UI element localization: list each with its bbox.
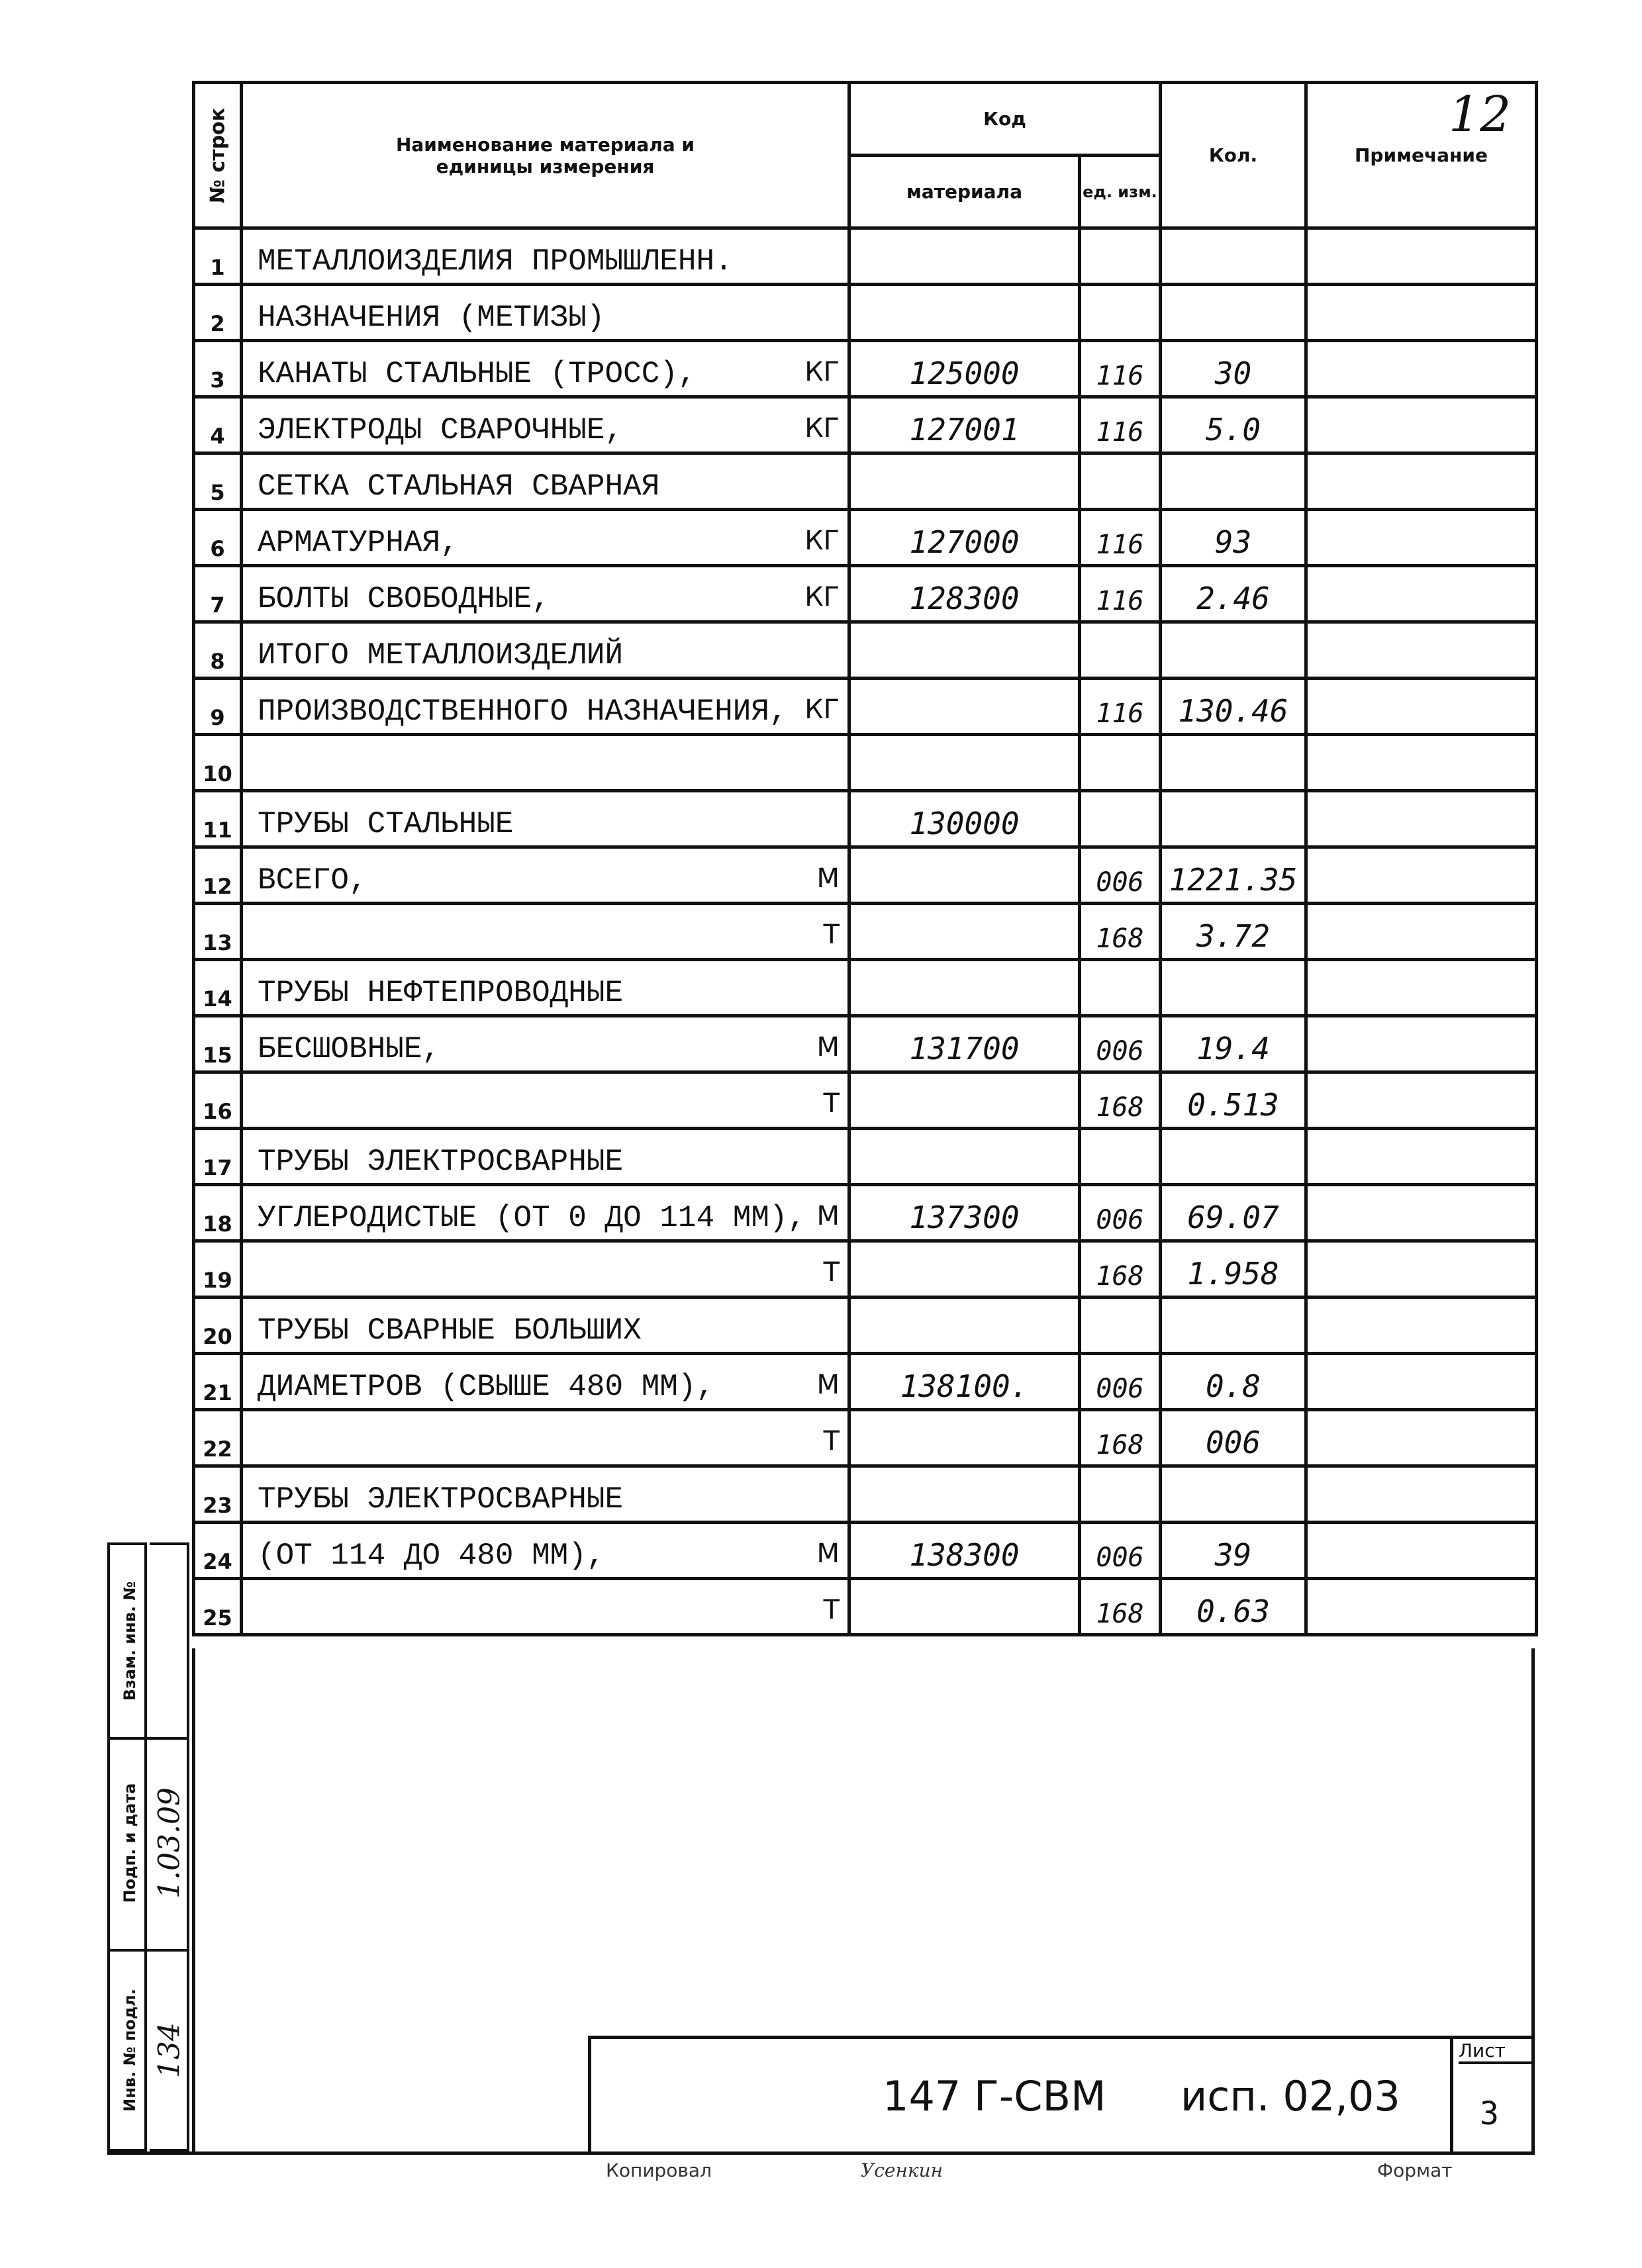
unit-code-cell: 116 — [1080, 566, 1161, 622]
material-name: БЕСШОВНЫЕ, — [258, 1032, 441, 1066]
material-unit: М — [816, 1032, 840, 1063]
footer-format: Формат — [1377, 2159, 1453, 2181]
note-cell — [1306, 847, 1537, 904]
quantity-cell: 69.07 — [1161, 1185, 1306, 1241]
material-name-cell — [242, 1016, 849, 1072]
note-cell — [1306, 735, 1537, 791]
row-number-cell: 15 — [194, 1016, 242, 1072]
row-number-cell: 17 — [194, 1129, 242, 1185]
material-unit: КГ — [804, 413, 840, 444]
row-number-cell: 24 — [194, 1523, 242, 1579]
material-name: БОЛТЫ СВОБОДНЫЕ, — [258, 582, 550, 616]
note-cell — [1306, 1129, 1537, 1185]
quantity-cell: 1.958 — [1161, 1241, 1306, 1298]
note-cell — [1306, 1354, 1537, 1410]
material-unit: КГ — [804, 526, 840, 556]
material-name-cell — [242, 904, 849, 960]
side-stamp — [107, 1542, 192, 2151]
quantity-cell: 130.46 — [1161, 679, 1306, 735]
sheet-number: 3 — [1480, 2095, 1499, 2132]
material-name-cell — [242, 1354, 849, 1410]
header-note: Примечание — [1306, 83, 1537, 228]
material-unit: Т — [823, 920, 840, 950]
material-name-cell — [242, 847, 849, 904]
header-material-name: Наименование материала и единицы измерения — [242, 83, 849, 228]
note-cell — [1306, 679, 1537, 735]
quantity-cell: 19.4 — [1161, 1016, 1306, 1072]
material-name: (ОТ 114 ДО 480 ММ), — [258, 1538, 605, 1573]
quantity-cell — [1161, 622, 1306, 679]
stamp-label-inventory: Инв. № подл. — [121, 1989, 139, 2112]
row-number-cell: 4 — [194, 397, 242, 453]
material-code-cell — [849, 1241, 1080, 1298]
row-number-cell: 20 — [194, 1298, 242, 1354]
material-name: ТРУБЫ СТАЛЬНЫЕ — [258, 807, 514, 841]
table-row — [194, 1466, 1537, 1523]
note-cell — [1306, 1579, 1537, 1635]
header-row-number: № строк — [194, 83, 242, 228]
material-code-cell: 137300 — [849, 1185, 1080, 1241]
quantity-cell: 006 — [1161, 1410, 1306, 1466]
unit-code-cell: 006 — [1080, 1354, 1161, 1410]
quantity-cell: 30 — [1161, 341, 1306, 397]
row-number-cell: 1 — [194, 228, 242, 285]
quantity-cell — [1161, 1298, 1306, 1354]
note-cell — [1306, 1185, 1537, 1241]
unit-code-cell — [1080, 285, 1161, 341]
material-name: ЭЛЕКТРОДЫ СВАРОЧНЫЕ, — [258, 413, 624, 448]
material-code-cell — [849, 960, 1080, 1016]
material-name-cell — [242, 1129, 849, 1185]
material-name-cell — [242, 566, 849, 622]
table-row — [194, 1016, 1537, 1072]
material-code-cell: 138100. — [849, 1354, 1080, 1410]
material-name: ИТОГО МЕТАЛЛОИЗДЕЛИЙ — [258, 638, 624, 673]
material-code-cell — [849, 228, 1080, 285]
row-number-cell: 3 — [194, 341, 242, 397]
sheet-box — [1450, 2036, 1535, 2155]
material-name: ТРУБЫ НЕФТЕПРОВОДНЫЕ — [258, 976, 624, 1010]
row-number-cell: 21 — [194, 1354, 242, 1410]
note-cell — [1306, 1298, 1537, 1354]
unit-code-cell — [1080, 1298, 1161, 1354]
row-number-cell: 16 — [194, 1072, 242, 1129]
footer-copied: Копировал — [606, 2159, 712, 2181]
table-row — [194, 1354, 1537, 1410]
material-code-cell — [849, 1298, 1080, 1354]
table-row — [194, 735, 1537, 791]
unit-code-cell — [1080, 1129, 1161, 1185]
material-name-cell — [242, 791, 849, 847]
material-unit: Т — [823, 1257, 840, 1288]
note-cell — [1306, 904, 1537, 960]
row-number-cell: 6 — [194, 510, 242, 566]
note-cell — [1306, 285, 1537, 341]
material-code-cell: 128300 — [849, 566, 1080, 622]
quantity-cell — [1161, 1129, 1306, 1185]
material-code-cell: 130000 — [849, 791, 1080, 847]
stamp-value-inventory: 134 — [152, 2022, 187, 2078]
note-cell — [1306, 397, 1537, 453]
material-code-cell — [849, 1410, 1080, 1466]
table-row — [194, 1298, 1537, 1354]
table-row — [194, 1072, 1537, 1129]
row-number-cell: 25 — [194, 1579, 242, 1635]
material-name-cell — [242, 679, 849, 735]
material-unit: Т — [823, 1088, 840, 1119]
table-row — [194, 285, 1537, 341]
material-name: НАЗНАЧЕНИЯ (МЕТИЗЫ) — [258, 301, 605, 335]
material-name-cell — [242, 228, 849, 285]
unit-code-cell — [1080, 1466, 1161, 1523]
title-block — [588, 2036, 1535, 2155]
material-code-cell: 125000 — [849, 341, 1080, 397]
material-code-cell — [849, 622, 1080, 679]
table-row — [194, 847, 1537, 904]
unit-code-cell: 116 — [1080, 341, 1161, 397]
material-name-cell — [242, 285, 849, 341]
quantity-cell — [1161, 735, 1306, 791]
material-code-cell — [849, 285, 1080, 341]
header-code-unit: ед. изм. — [1080, 156, 1161, 228]
unit-code-cell: 168 — [1080, 1410, 1161, 1466]
quantity-cell: 0.63 — [1161, 1579, 1306, 1635]
material-name-cell — [242, 397, 849, 453]
material-name-cell — [242, 1579, 849, 1635]
unit-code-cell — [1080, 453, 1161, 510]
note-cell — [1306, 1410, 1537, 1466]
document-variant: исп. 02,03 — [1181, 2072, 1400, 2120]
material-name-cell — [242, 1298, 849, 1354]
material-code-cell: 127001 — [849, 397, 1080, 453]
unit-code-cell: 116 — [1080, 510, 1161, 566]
stamp-label-sign-date: Подп. и дата — [121, 1783, 139, 1903]
material-code-cell: 127000 — [849, 510, 1080, 566]
table-row — [194, 791, 1537, 847]
header-code-group: Код — [849, 83, 1161, 156]
sheet-corner-number: 12 — [1449, 86, 1512, 143]
material-name-cell — [242, 1466, 849, 1523]
quantity-cell: 0.513 — [1161, 1072, 1306, 1129]
material-name: ДИАМЕТРОВ (СВЫШЕ 480 ММ), — [258, 1370, 715, 1404]
quantity-cell: 2.46 — [1161, 566, 1306, 622]
material-name: ТРУБЫ ЭЛЕКТРОСВАРНЫЕ — [258, 1145, 624, 1179]
unit-code-cell: 168 — [1080, 904, 1161, 960]
material-code-cell — [849, 453, 1080, 510]
material-name: ВСЕГО, — [258, 863, 367, 898]
table-row — [194, 510, 1537, 566]
unit-code-cell: 116 — [1080, 397, 1161, 453]
unit-code-cell: 006 — [1080, 847, 1161, 904]
note-cell — [1306, 453, 1537, 510]
unit-code-cell: 168 — [1080, 1241, 1161, 1298]
material-name-cell — [242, 735, 849, 791]
note-cell — [1306, 228, 1537, 285]
table-row — [194, 679, 1537, 735]
footer-signature: Усенкин — [861, 2159, 943, 2181]
quantity-cell — [1161, 1466, 1306, 1523]
quantity-cell — [1161, 285, 1306, 341]
note-cell — [1306, 510, 1537, 566]
material-name-cell — [242, 1072, 849, 1129]
row-number-cell: 19 — [194, 1241, 242, 1298]
material-name: АРМАТУРНАЯ, — [258, 526, 459, 560]
stamp-label-substitute: Взам. инв. № — [121, 1581, 139, 1701]
material-name-cell — [242, 1241, 849, 1298]
table-row — [194, 1579, 1537, 1635]
quantity-cell — [1161, 960, 1306, 1016]
unit-code-cell — [1080, 791, 1161, 847]
material-unit: КГ — [804, 357, 840, 387]
quantity-cell: 1221.35 — [1161, 847, 1306, 904]
material-name-cell — [242, 960, 849, 1016]
quantity-cell: 5.0 — [1161, 397, 1306, 453]
unit-code-cell: 006 — [1080, 1523, 1161, 1579]
material-name: МЕТАЛЛОИЗДЕЛИЯ ПРОМЫШЛЕНН. — [258, 244, 733, 279]
unit-code-cell — [1080, 735, 1161, 791]
table-row — [194, 228, 1537, 285]
note-cell — [1306, 566, 1537, 622]
material-name: ТРУБЫ СВАРНЫЕ БОЛЬШИХ — [258, 1313, 642, 1348]
quantity-cell — [1161, 453, 1306, 510]
table-row — [194, 1129, 1537, 1185]
header-quantity: Кол. — [1161, 83, 1306, 228]
note-cell — [1306, 960, 1537, 1016]
unit-code-cell — [1080, 228, 1161, 285]
table-row — [194, 904, 1537, 960]
quantity-cell: 93 — [1161, 510, 1306, 566]
row-number-cell: 18 — [194, 1185, 242, 1241]
material-code-cell — [849, 904, 1080, 960]
note-cell — [1306, 1072, 1537, 1129]
note-cell — [1306, 341, 1537, 397]
material-code-cell — [849, 1466, 1080, 1523]
row-number-cell: 9 — [194, 679, 242, 735]
note-cell — [1306, 1523, 1537, 1579]
material-unit: М — [816, 863, 840, 894]
material-name-cell — [242, 1185, 849, 1241]
material-name: ПРОИЗВОДСТВЕННОГО НАЗНАЧЕНИЯ, — [258, 694, 788, 729]
unit-code-cell: 168 — [1080, 1579, 1161, 1635]
row-number-cell: 22 — [194, 1410, 242, 1466]
material-name: СЕТКА СТАЛЬНАЯ СВАРНАЯ — [258, 469, 660, 504]
material-name-cell — [242, 1410, 849, 1466]
material-name: ТРУБЫ ЭЛЕКТРОСВАРНЫЕ — [258, 1482, 624, 1517]
row-number-cell: 11 — [194, 791, 242, 847]
note-cell — [1306, 1241, 1537, 1298]
material-code-cell — [849, 1072, 1080, 1129]
quantity-cell: 0.8 — [1161, 1354, 1306, 1410]
note-cell — [1306, 622, 1537, 679]
material-code-cell — [849, 1579, 1080, 1635]
table-row — [194, 397, 1537, 453]
material-name-cell — [242, 341, 849, 397]
row-number-cell: 13 — [194, 904, 242, 960]
material-code-cell — [849, 735, 1080, 791]
materials-table — [192, 81, 1538, 1636]
unit-code-cell: 006 — [1080, 1185, 1161, 1241]
material-code-cell: 138300 — [849, 1523, 1080, 1579]
quantity-cell: 39 — [1161, 1523, 1306, 1579]
stamp-value-sign-date: 1.03.09 — [152, 1787, 187, 1899]
table-row — [194, 453, 1537, 510]
quantity-cell — [1161, 228, 1306, 285]
material-unit: Т — [823, 1595, 840, 1625]
material-name-cell — [242, 622, 849, 679]
row-number-cell: 14 — [194, 960, 242, 1016]
material-name-cell — [242, 453, 849, 510]
sheet-label: Лист — [1459, 2040, 1531, 2064]
note-cell — [1306, 791, 1537, 847]
material-code-cell: 131700 — [849, 1016, 1080, 1072]
table-row — [194, 566, 1537, 622]
row-number-cell: 10 — [194, 735, 242, 791]
table-row — [194, 1241, 1537, 1298]
table-row — [194, 341, 1537, 397]
unit-code-cell: 116 — [1080, 679, 1161, 735]
material-name-cell — [242, 510, 849, 566]
unit-code-cell: 168 — [1080, 1072, 1161, 1129]
material-unit: М — [816, 1538, 840, 1569]
table-row — [194, 1410, 1537, 1466]
material-code-cell — [849, 847, 1080, 904]
note-cell — [1306, 1016, 1537, 1072]
row-number-cell: 12 — [194, 847, 242, 904]
quantity-cell — [1161, 791, 1306, 847]
unit-code-cell: 006 — [1080, 1016, 1161, 1072]
material-unit: КГ — [804, 694, 840, 725]
table-row — [194, 1185, 1537, 1241]
row-number-cell: 5 — [194, 453, 242, 510]
material-code-cell — [849, 1129, 1080, 1185]
frame-left-line — [192, 1648, 195, 2155]
row-number-cell: 2 — [194, 285, 242, 341]
unit-code-cell — [1080, 622, 1161, 679]
table-row — [194, 1523, 1537, 1579]
table-row — [194, 960, 1537, 1016]
material-unit: М — [816, 1370, 840, 1400]
material-code-cell — [849, 679, 1080, 735]
row-number-cell: 23 — [194, 1466, 242, 1523]
material-name: КАНАТЫ СТАЛЬНЫЕ (ТРОСС), — [258, 357, 697, 391]
note-cell — [1306, 1466, 1537, 1523]
material-unit: М — [816, 1201, 840, 1231]
document-designation: 147 Г-СВМ — [883, 2072, 1106, 2120]
row-number-cell: 8 — [194, 622, 242, 679]
row-number-cell: 7 — [194, 566, 242, 622]
material-unit: Т — [823, 1426, 840, 1456]
unit-code-cell — [1080, 960, 1161, 1016]
material-name: УГЛЕРОДИСТЫЕ (ОТ 0 ДО 114 ММ), — [258, 1201, 806, 1235]
quantity-cell: 3.72 — [1161, 904, 1306, 960]
material-unit: КГ — [804, 582, 840, 612]
header-code-material: материала — [849, 156, 1080, 228]
table-row — [194, 622, 1537, 679]
material-name-cell — [242, 1523, 849, 1579]
